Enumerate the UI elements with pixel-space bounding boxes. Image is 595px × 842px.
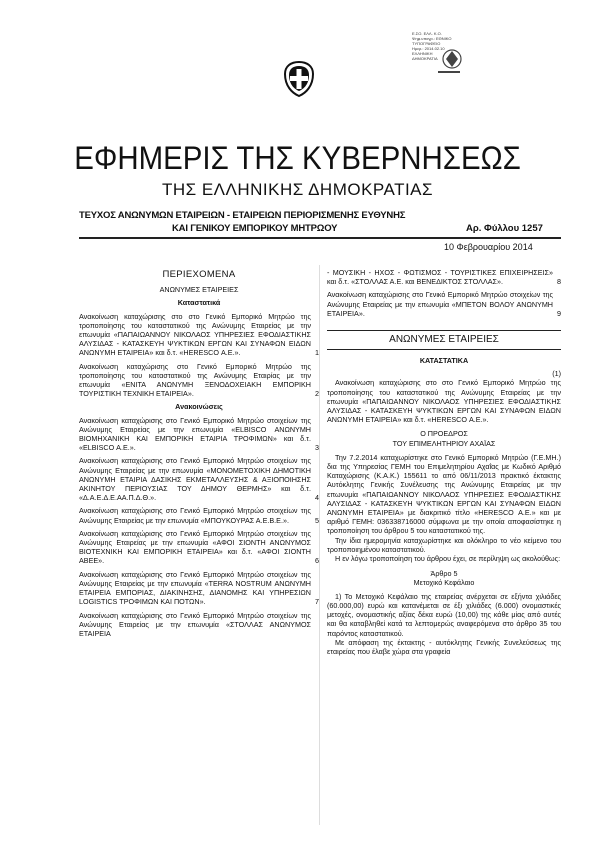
toc-subsection-announcements: Ανακοινώσεις bbox=[175, 402, 223, 412]
toc-entry-text: Ανακοίνωση καταχώρισης στο Γενικό Εμπορικό Μητρώο στοιχείων της Ανώνυμης Εταιρείας με την επωνυμία «TERRA NOSTRUM ΑΝΩΝΥΜΗ ΕΤΑΙΡΕΙΑ ΕΜΠΟΡΙΑΣ, ΔΙΑΚΙΝΗΣΗΣ, ΔΙΑΝΟΜΗΣ ΚΑΙ ΥΠΗΡΕΣΙΩΝ LOGISTICS ΤΡΟΦΙΜΩΝ ΚΑΙ ΠΟΤΩΝ». bbox=[79, 569, 311, 607]
issue-date: 10 Φεβρουαρίου 2014 bbox=[444, 242, 533, 252]
toc-subsection-statutes: Καταστατικά bbox=[177, 298, 221, 308]
greek-emblem-icon bbox=[282, 60, 316, 98]
toc-page-number: 8 bbox=[557, 277, 561, 287]
toc-entry[interactable] bbox=[79, 456, 319, 502]
toc-entry-text: Ανακοίνωση καταχώρισης στο Γενικό Εμπορικό Μητρώο στοιχείων της Ανώνυμης Εταιρείας με την επωνυμία «ELBISCO ΑΝΩΝΥΜΗ ΒΙΟΜΗΧΑΝΙΚΗ ΚΑΙ ΕΜΠΟΡΙΚΗ ΕΤΑΙΡΙΑ ΤΡΟΦΙΜΩΝ» και δ.τ. «ELBISCO Α.Ε.». bbox=[79, 415, 311, 453]
toc-entry-text: Ανακοίνωση καταχώρισης στο Γενικό Εμπορικό Μητρώο στοιχείων της Ανώνυμης Εταιρείας με την επωνυμία «ΣΤΟΛΛΑΣ ΑΝΩΝΥΜΟΣ ΕΤΑΙΡΕΙΑ bbox=[79, 610, 311, 638]
toc-page-number: 2 bbox=[315, 389, 319, 399]
toc-entry[interactable] bbox=[79, 611, 319, 639]
gazette-title: ΕΦΗΜΕΡΙΣ ΤΗΣ ΚΥΒΕΡΝΗΣΕΩΣ bbox=[74, 140, 521, 176]
toc-entry[interactable] bbox=[327, 290, 561, 318]
section-header: ΑΝΩΝΥΜΕΣ ΕΤΑΙΡΕΙΕΣ bbox=[327, 330, 561, 350]
toc-entry[interactable] bbox=[79, 416, 319, 453]
toc-entry[interactable] bbox=[327, 268, 561, 286]
toc-section: ΑΝΩΝΥΜΕΣ ΕΤΑΙΡΕΙΕΣ bbox=[159, 285, 239, 295]
issue-type-line2: ΚΑΙ ΓΕΝΙΚΟΥ ΕΜΠΟΡΙΚΟΥ ΜΗΤΡΩΟΥ bbox=[172, 223, 338, 234]
article-number: Άρθρο 5 bbox=[430, 569, 458, 579]
toc-title: ΠΕΡΙΕΧΟΜΕΝΑ bbox=[162, 269, 236, 280]
stamp-line: ΔΗΜΟΚΡΑΤΙΑ bbox=[412, 56, 438, 61]
body-paragraph: Η εν λόγω τροποποίηση του άρθρου έχει, σε περίληψη ως ακολούθως: bbox=[335, 554, 561, 564]
announcement-intro: Ανακοίνωση καταχώρισης στο στο Γενικό Εμπορικό Μητρώο της τροποποίησης του καταστατικού της Ανώνυμης Εταιρείας με την επωνυμία «ΠΑΠΑΙΩΑΝΝΟΥ ΝΙΚΟΛΑΟΣ ΥΠΗΡΕΣΙΕΣ ΕΦΟΔΙΑΣΤΙΚΗΣ ΑΛΥΣΙΔΑΣ - ΚΑΤΑΣΚΕΥΗ ΨΥΚΤΙΚΩΝ ΕΡΓΩΝ ΚΑΙ ΣΥΝΑΦΩΝ ΕΙΔΩΝ ΑΝΩΝΥΜΗ ΕΤΑΙΡΕΙΑ» και δ.τ. «HERESCO Α.Ε.». bbox=[327, 378, 561, 425]
toc-entry[interactable] bbox=[79, 570, 319, 607]
toc-entry-text: Ανακοίνωση καταχώρισης στο Γενικό Εμπορικό Μητρώο της τροποποίησης του καταστατικού της Ανώνυμης Εταιρίας με την επωνυμία «ΕΝΙΤΑ ΑΝΩΝΥΜΗ ΞΕΝΟΔΟΧΕΙΑΚΗ ΕΜΠΟΡΙΚΗ ΤΟΥΡΙΣΤΙΚΗ ΤΕΧΝΙΚΗ ΕΤΑΙΡΕΙΑ». bbox=[79, 361, 311, 399]
toc-page-number: 9 bbox=[557, 308, 561, 318]
toc-entry-text: Ανακοίνωση καταχώρισης στο Γενικό Εμπορικό Μητρώο στοιχείων της Ανώνυμης Εταιρείας με την επωνυμία «ΜΠΕΤΟΝ ΒΟΛΟΥ ΑΝΩΝΥΜΗ ΕΤΑΙΡΕΙΑ». bbox=[327, 290, 553, 318]
header-rule bbox=[79, 237, 561, 239]
body-paragraph: 1) Το Μετοχικό Κεφάλαιο της εταιρείας ανέρχεται σε εξήντα χιλιάδες (60.000,00) ευρώ και κατανέμεται σε έξι χιλιάδες (6.000) ονομαστικές μετοχές, ονομαστικής αξίας δέκα ευρώ (10,00) της κάθε μίας από αυτές και θα καταβληθεί κατά τα λεπτομερώς αναφερόμενα στο άρθρο 35 του παρόντος καταστατικού. bbox=[327, 591, 561, 638]
body-paragraph: Την 7.2.2014 καταχωρίστηκε στο Γενικό Εμπορικό Μητρώο (Γ.Ε.ΜΗ.) δια της Υπηρεσίας ΓΕΜΗ του Επιμελητηρίου Αχαΐας με Κωδικό Αριθμό Καταχώρισης (Κ.Α.Κ.) 155611 το από 06/11/2013 πρακτικό έκτακτης Αυτόκλητης Γενικής Συνέλευσης της Ανώνυμης Εταιρείας με την επωνυμία «ΠΑΠΑΙΩΑΝΝΟΥ ΝΙΚΟΛΑΟΣ ΥΠΗΡΕΣΙΕΣ ΕΦΟΔΙΑΣΤΙΚΗΣ ΑΛΥΣΙΔΑΣ - ΚΑΤΑΣΚΕΥΗ ΨΥΚΤΙΚΩΝ ΕΡΓΩΝ ΚΑΙ ΣΥΝΑΦΩΝ ΕΙΔΩΝ ΑΝΩΝΥΜΗ ΕΤΑΙΡΕΙΑ» με διακριτικό τίτλο «HERESCO Α.Ε.» και με αριθμό ΓΕΜΗ: 036338716000 σύμφωνα με την οποία αποφασίστηκε η τροποποίηση του άρθρου 5 του καταστατικού της. bbox=[327, 452, 561, 536]
toc-entry[interactable] bbox=[79, 312, 319, 358]
toc-entry[interactable] bbox=[79, 362, 319, 399]
stamp-line: ΤΥΠΟΓΡΑΦΕΙΟ bbox=[412, 41, 441, 46]
body-paragraph: Με απόφαση της έκτακτης - αυτόκλητης Γενικής Συνελεύσεως της εταιρείας που έλαβε χώρα στα γραφεία bbox=[327, 637, 561, 656]
toc-column bbox=[79, 270, 319, 642]
stamp-line: Ημερ.: 2014.02.10 bbox=[412, 46, 445, 51]
toc-entry-text: Ανακοίνωση καταχώρισης στο Γενικό Εμπορικό Μητρώο στοιχείων της Ανώνυμης Εταιρείας με την επωνυμία «ΜΠΟΥΚΟΥΡΑΣ Α.Ε.Β.Ε.». bbox=[79, 506, 311, 525]
column-divider bbox=[319, 265, 320, 825]
toc-entry[interactable] bbox=[79, 529, 319, 566]
gazette-subtitle: ΤΗΣ ΕΛΛΗΝΙΚΗΣ ΔΗΜΟΚΡΑΤΙΑΣ bbox=[161, 180, 434, 199]
toc-page-number: 3 bbox=[315, 443, 319, 453]
president-line: Ο ΠΡΟΕΔΡΟΣ bbox=[420, 429, 468, 439]
chamber-line: ΤΟΥ ΕΠΙΜΕΛΗΤΗΡΙΟΥ ΑΧΑΪΑΣ bbox=[392, 438, 496, 448]
content-column bbox=[327, 268, 561, 656]
body-paragraph: Την ίδια ημερομηνία καταχωρίστηκε και ολόκληρο το νέο κείμενο του τροποποιημένου καταστατικού. bbox=[327, 535, 561, 554]
toc-page-number: 6 bbox=[315, 556, 319, 566]
digital-signature-stamp bbox=[412, 31, 474, 81]
toc-entry-text: - ΜΟΥΣΙΚΗ - ΗΧΟΣ - ΦΩΤΙΣΜΟΣ - ΤΟΥΡΙΣΤΙΚΕΣ ΕΠΙΧΕΙΡΗΣΕΙΣ» και δ.τ. «ΣΤΟΛΛΑΣ Α.Ε. και ΒΕΝΕΔΙΚΤΟΣ ΣΤΟΛΛΑΣ». bbox=[327, 268, 553, 287]
article-title: Μετοχικό Κεφάλαιο bbox=[413, 578, 475, 588]
toc-entry[interactable] bbox=[79, 506, 319, 524]
stamp-seal-icon bbox=[434, 45, 464, 79]
toc-page-number: 7 bbox=[315, 597, 319, 607]
announcement-number: (1) bbox=[552, 369, 561, 379]
toc-entry-text: Ανακοίνωση καταχώρισης στο στο Γενικό Εμπορικό Μητρώο της τροποποίησης του καταστατικού της Ανώνυμης Εταιρείας με την επωνυμία «ΠΑΠΑΙΩΑΝΝΟΥ ΝΙΚΟΛΑΟΣ ΥΠΗΡΕΣΙΕΣ ΕΦΟΔΙΑΣΤΙΚΗΣ ΑΛΥΣΙΔΑΣ - ΚΑΤΑΣΚΕΥΗ ΨΥΚΤΙΚΩΝ ΕΡΓΩΝ ΚΑΙ ΣΥΝΑΦΩΝ ΕΙΔΩΝ ΑΝΩΝΥΜΗ ΕΤΑΙΡΕΙΑ» και δ.τ. «HERESCO Α.Ε.». bbox=[79, 311, 311, 358]
toc-page-number: 1 bbox=[315, 348, 319, 358]
section-subheader: ΚΑΤΑΣΤΑΤΙΚΑ bbox=[419, 356, 469, 366]
stamp-line: Ψηφ.υπογρ.: ΕΘΝΙΚΟ bbox=[412, 36, 452, 41]
issue-type-line1: ΤΕΥΧΟΣ ΑΝΩΝΥΜΩΝ ΕΤΑΙΡΕΙΩΝ - ΕΤΑΙΡΕΙΩΝ ΠΕΡΙΟΡΙΣΜΕΝΗΣ ΕΥΘΥΝΗΣ bbox=[79, 210, 406, 221]
toc-page-number: 5 bbox=[315, 515, 319, 525]
toc-entry-text: Ανακοίνωση καταχώρισης στο Γενικό Εμπορικό Μητρώο στοιχείων της Ανώνυμης Εταιρείας με την επωνυμία «ΑΦΟΙ ΣΙΟΝΤΗ ΑΝΩΝΥΜΟΣ ΒΙΟΤΕΧΝΙΚΗ ΚΑΙ ΕΜΠΟΡΙΚΗ ΕΤΑΙΡΕΙΑ» και δ.τ. «ΑΦΟΙ ΣΙΟΝΤΗ ΑΒΕΕ». bbox=[79, 528, 311, 566]
toc-page-number: 4 bbox=[315, 493, 319, 503]
toc-entry-text: Ανακοίνωση καταχώρισης στο Γενικό Εμπορικό Μητρώο στοιχείων της Ανώνυμης Εταιρείας με την επωνυμία «ΜΟΝΟΜΕΤΟΧΙΚΗ ΔΗΜΟΤΙΚΗ ΑΝΩΝΥΜΗ ΕΤΑΙΡΙΑ ΔΑΣΙΚΗΣ ΕΚΜΕΤΑΛΛΕΥΣΗΣ & ΑΞΙΟΠΟΙΗΣΗΣ ΑΚΙΝΗΤΟΥ ΠΕΡΙΟΥΣΙΑΣ ΤΟΥ ΔΗΜΟΥ ΘΕΡΜΗΣ» και δ.τ. «Δ.Α.Ε.Δ.Ε.ΑΑ.Π.Δ.Θ.». bbox=[79, 456, 311, 503]
stamp-line: ΕΛΛΗΝΙΚΗ bbox=[412, 51, 433, 56]
stamp-line: Ε.ΣΟ. ΕΛΛ. Κ.Ο. bbox=[412, 31, 442, 36]
sheet-number: Αρ. Φύλλου 1257 bbox=[466, 223, 543, 234]
